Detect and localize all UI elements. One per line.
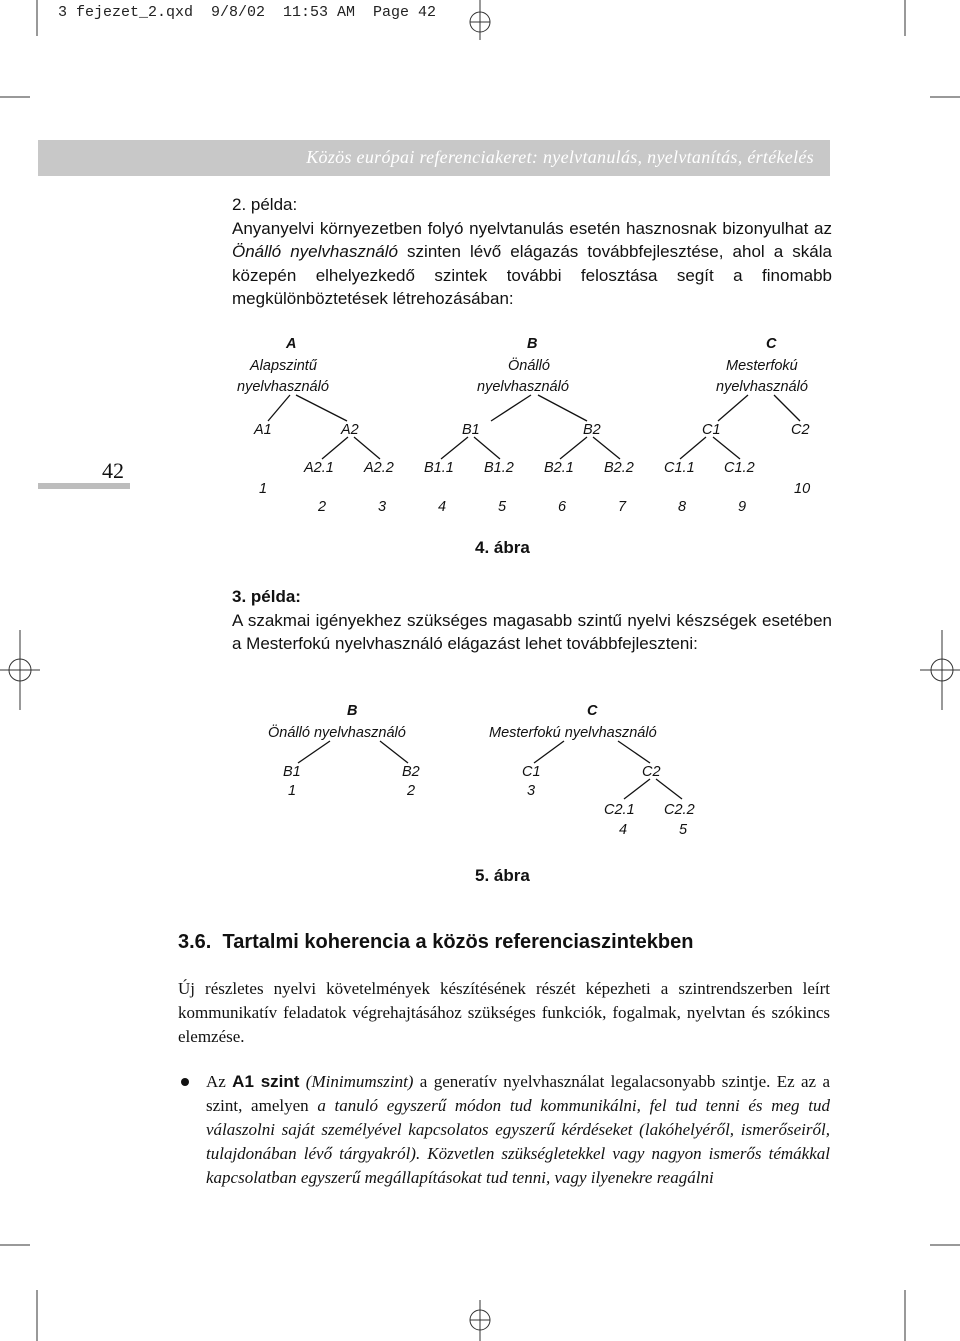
example3-text: A szakmai igényekhez szükséges magasabb szintű nyelvi készségek esetében a Mesterfokú nyelvhasználó elágazást lehet továbbfejleszteni: bbox=[232, 610, 832, 653]
fig4-number-5: 5 bbox=[498, 499, 507, 515]
fig5-top-c-label: Mesterfokú nyelvhasználó bbox=[489, 725, 657, 741]
bullet-italic-2: a tanuló egyszerű módon tud kommunikálni, fel tud tenni és meg tud válaszolni saját személyével kapcsolatos egyszerű kérdéseket (lakóhelyéről, ismerőseiről, tulajdonában lévő tárgyakról). Közvetlen szükségletekkel vagy nagyon ismerős témákkal kapcsolatban egyszerű megállapításokat tud tenni, vagy ilyenekre reagálni bbox=[206, 1096, 830, 1187]
fig5-number-3: 3 bbox=[527, 783, 536, 799]
fig4-level2-b2: B2 bbox=[583, 422, 601, 438]
fig4-level3-b11: B1.1 bbox=[424, 460, 454, 476]
fig4-level2-c1: C1 bbox=[702, 422, 721, 438]
fig4-number-6: 6 bbox=[558, 499, 567, 515]
fig4-top-b-line1: Önálló bbox=[508, 358, 550, 374]
fig4-top-c-line2: nyelvhasználó bbox=[716, 379, 808, 395]
bullet-bold-a1: A1 szint bbox=[232, 1072, 300, 1091]
fig4-number-3: 3 bbox=[378, 499, 387, 515]
fig5-level2-b1: B1 bbox=[283, 764, 301, 780]
bullet-paragraph bbox=[206, 1070, 830, 1190]
fig4-number-9: 9 bbox=[738, 499, 747, 515]
figure4-caption: 4. ábra bbox=[475, 538, 530, 557]
figure5-caption: 5. ábra bbox=[475, 866, 530, 885]
bullet-dot-icon bbox=[181, 1078, 189, 1086]
fig5-number-2: 2 bbox=[407, 783, 416, 799]
fig4-top-c-letter: C bbox=[766, 336, 777, 352]
fig4-level3-a21: A2.1 bbox=[304, 460, 334, 476]
fig4-number-1: 1 bbox=[259, 481, 268, 497]
fig4-top-b-line2: nyelvhasználó bbox=[477, 379, 569, 395]
page-number: 42 bbox=[102, 458, 124, 483]
fig4-level2-a2: A2 bbox=[341, 422, 359, 438]
fig4-number-2: 2 bbox=[318, 499, 327, 515]
fig4-level3-c12: C1.2 bbox=[724, 460, 755, 476]
fig5-top-b-letter: B bbox=[347, 703, 358, 719]
fig4-number-7: 7 bbox=[618, 499, 627, 515]
fig5-top-b-label: Önálló nyelvhasználó bbox=[268, 725, 406, 741]
fig4-level2-b1: B1 bbox=[462, 422, 480, 438]
example2-heading: 2. példa: bbox=[232, 195, 298, 214]
fig4-level3-a22: A2.2 bbox=[364, 460, 394, 476]
fig4-level3-b12: B1.2 bbox=[484, 460, 514, 476]
fig5-number-4: 4 bbox=[619, 822, 628, 838]
fig4-top-c-line1: Mesterfokú bbox=[726, 358, 798, 374]
fig5-top-c-letter: C bbox=[587, 703, 598, 719]
fig4-number-8: 8 bbox=[678, 499, 687, 515]
example2-text-a: Anyanyelvi környezetben folyó nyelvtanulás esetén hasznosnak bizonyulhat az bbox=[232, 218, 832, 238]
running-header-title: Közös európai referenciakeret: nyelvtanulás, nyelvtanítás, értékelés bbox=[306, 147, 814, 167]
section-heading bbox=[178, 931, 693, 954]
fig5-level2-c2: C2 bbox=[642, 764, 661, 780]
bullet-italic-1: (Minimumszint) bbox=[305, 1072, 414, 1091]
fig4-top-a-line1: Alapszintű bbox=[250, 358, 317, 374]
fig5-number-1: 1 bbox=[288, 783, 297, 799]
fig4-level2-c2: C2 bbox=[791, 422, 810, 438]
print-slug: 3 fejezet_2.qxd 9/8/02 11:53 AM Page 42 bbox=[58, 4, 437, 21]
fig4-top-b-letter: B bbox=[527, 336, 538, 352]
fig4-level3-b21: B2.1 bbox=[544, 460, 574, 476]
fig4-top-a-line2: nyelvhasználó bbox=[237, 379, 329, 395]
fig5-level2-c1: C1 bbox=[522, 764, 541, 780]
example2-text-italic: Önálló nyelvhasználó bbox=[232, 242, 398, 261]
fig4-top-a-letter: A bbox=[286, 336, 297, 352]
fig4-level3-c11: C1.1 bbox=[664, 460, 695, 476]
bullet-text-1: Az bbox=[206, 1072, 233, 1091]
fig4-level2-a1: A1 bbox=[254, 422, 272, 438]
fig5-level2-b2: B2 bbox=[402, 764, 420, 780]
fig4-level3-b22: B2.2 bbox=[604, 460, 634, 476]
fig5-level3-c21: C2.1 bbox=[604, 802, 635, 818]
fig5-number-5: 5 bbox=[679, 822, 688, 838]
section-title: Tartalmi koherencia a közös referenciaszintekben bbox=[222, 931, 694, 953]
fig4-number-4: 4 bbox=[438, 499, 447, 515]
fig5-level3-c22: C2.2 bbox=[664, 802, 695, 818]
example2-text-b: szinten lévő elágazás továbbfejlesztése, ahol a skála közepén elhelyezkedő szintek további felosztása segít a finomabb megkülönböztetések létrehozásában: bbox=[232, 242, 832, 308]
section-paragraph: Új részletes nyelvi követelmények készítésének részét képezheti a szintrendszerben leírt kommunikatív feladatok végrehajtásához szükséges funkciók, fogalmak, nyelvtan és szókincs elemzése. bbox=[178, 979, 830, 1046]
example3-heading: 3. példa: bbox=[232, 587, 301, 606]
bullet-text-3: a generatív nyelvhasználat legalacsonyabb szintje. Ez az a szint, amelyen bbox=[206, 1072, 830, 1115]
fig4-number-10: 10 bbox=[794, 481, 811, 497]
section-number: 3.6. bbox=[178, 931, 212, 953]
